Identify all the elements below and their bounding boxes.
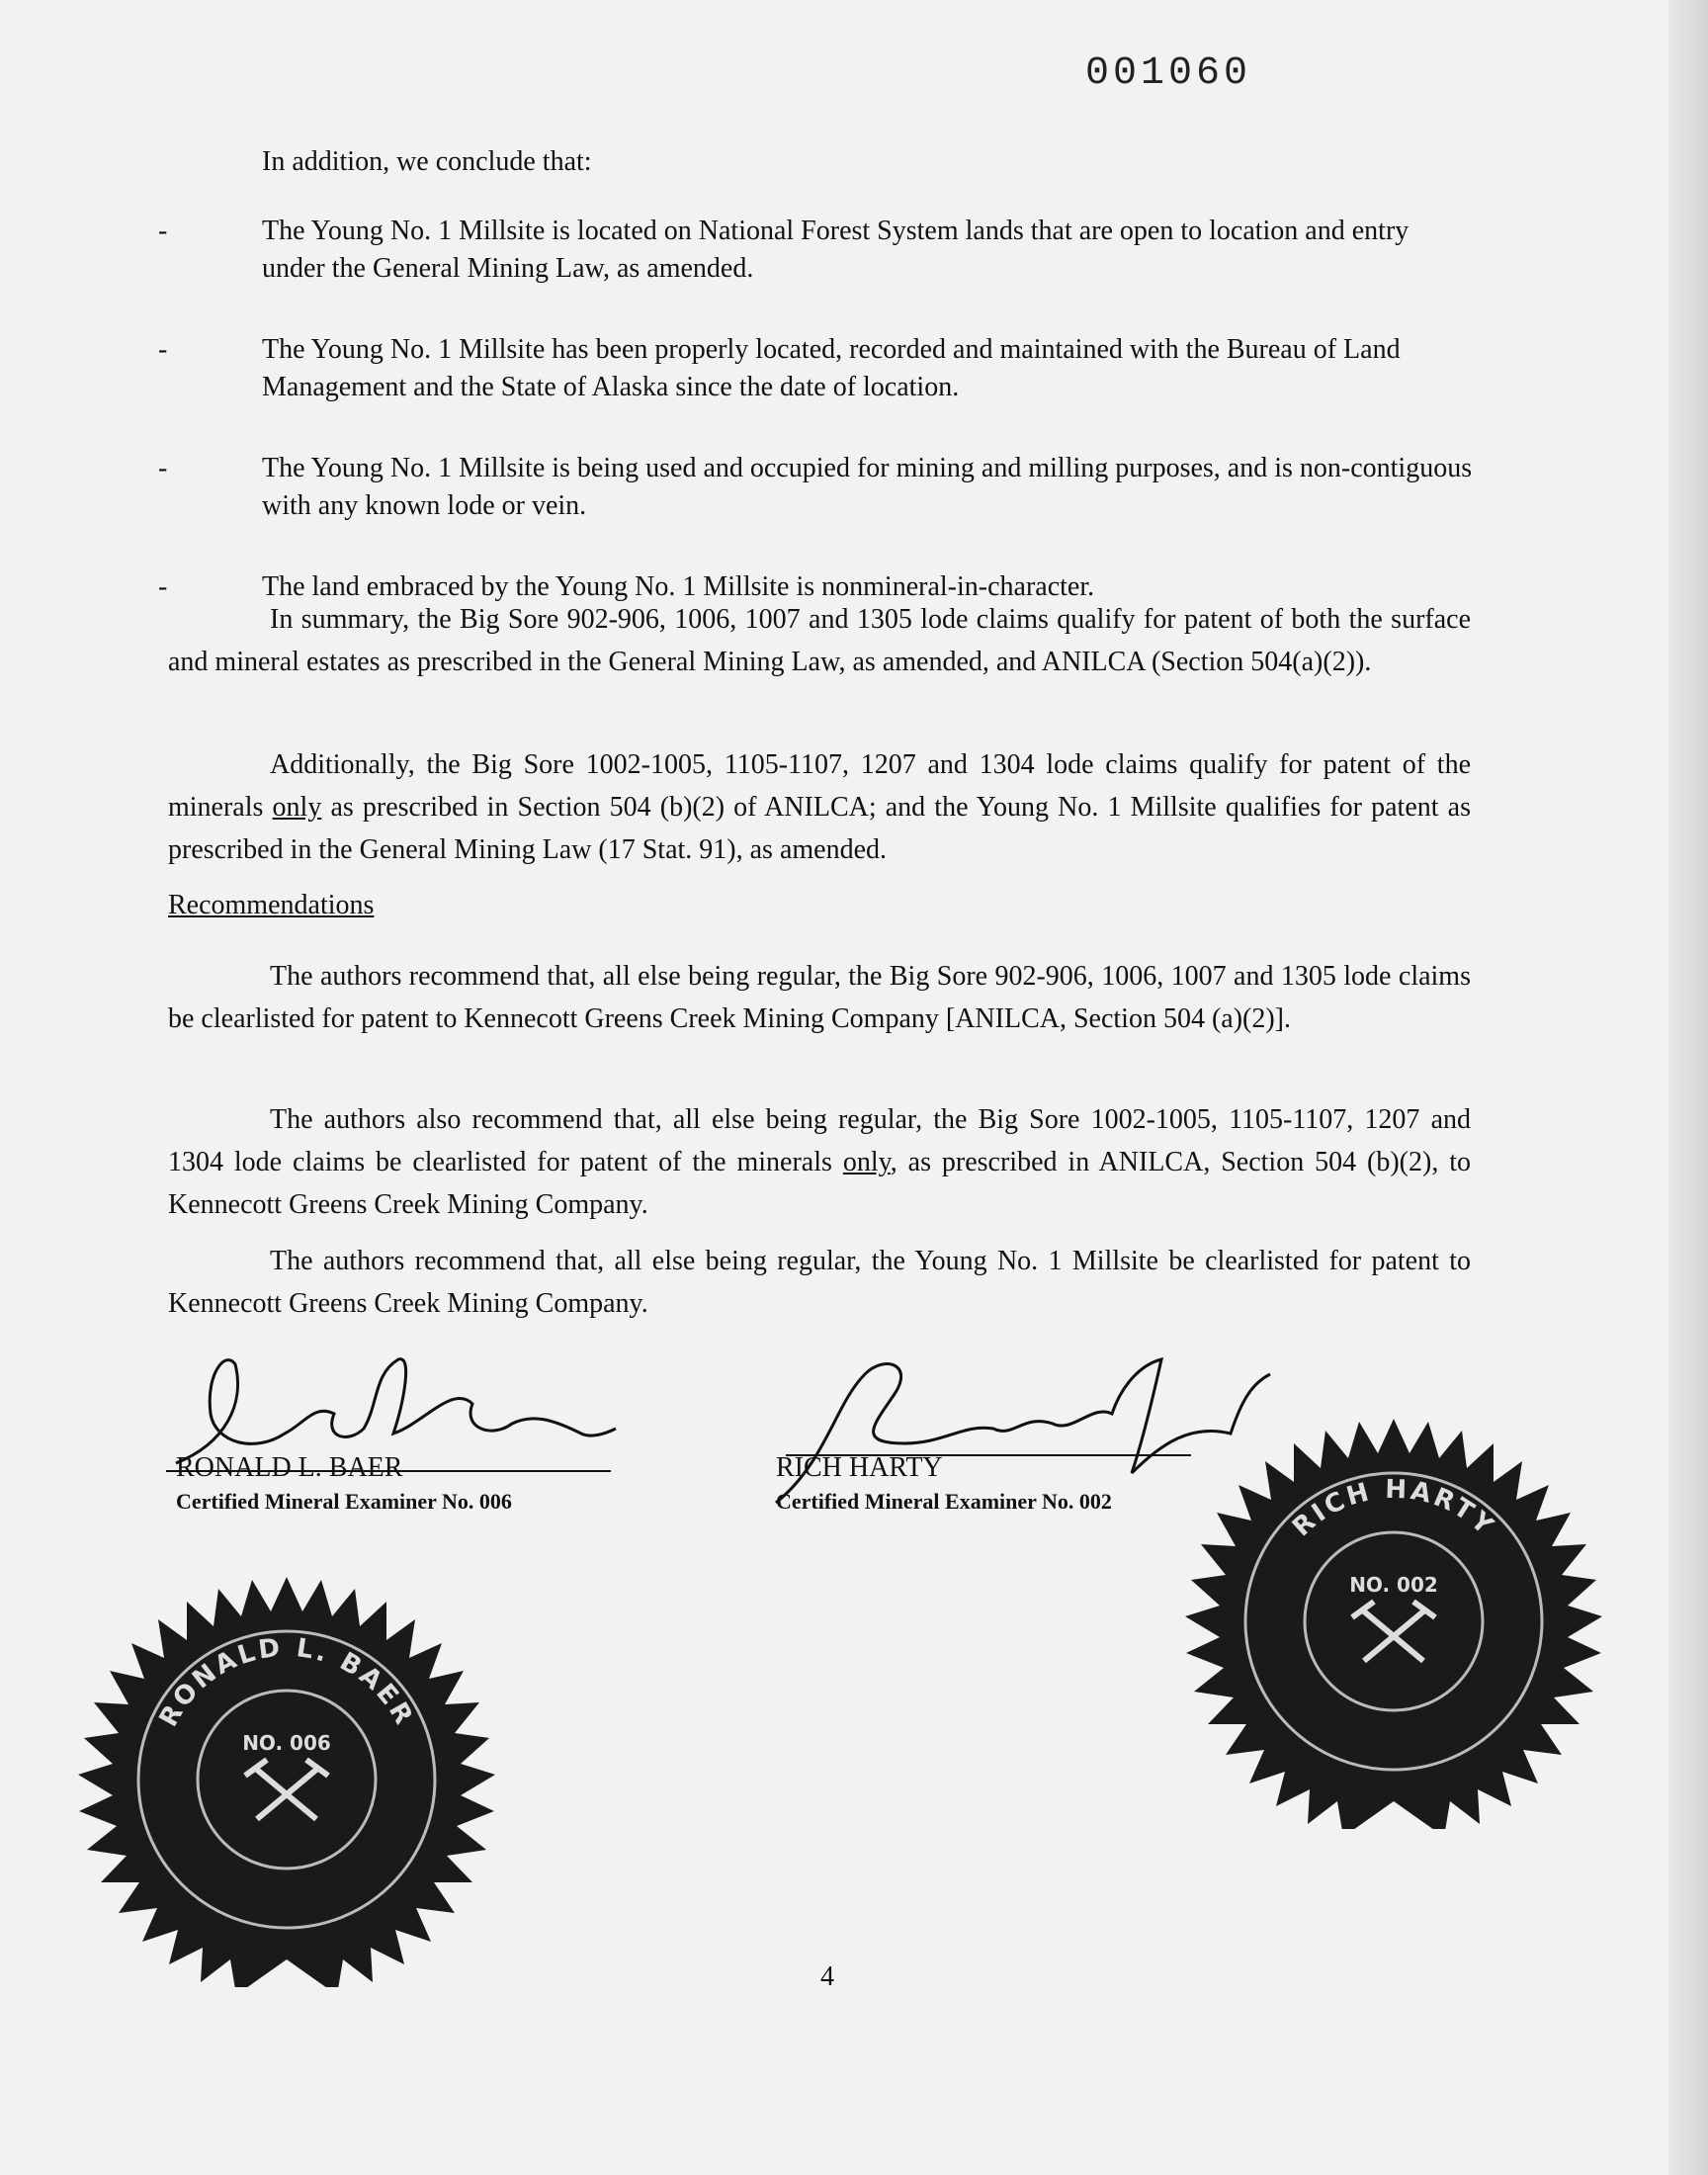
signer-name-baer: RONALD L. BAER (176, 1452, 403, 1483)
conclusion-item (158, 213, 1473, 288)
signer-title-baer: Certified Mineral Examiner No. 006 (176, 1489, 512, 1514)
signer-name-harty: RICH HARTY (776, 1452, 943, 1483)
recommendation-paragraph-1: The authors recommend that, all else being regular, the Big Sore 902-906, 1006, 1007 and 1305 lode claims be clearlisted for patent to Kennecott Greens Creek Mining Company [ANILCA, Section 504 (a)(2)]. (168, 961, 1471, 1034)
bullet-marker: - (158, 216, 168, 246)
summary-paragraph: In summary, the Big Sore 902-906, 1006, 1007 and 1305 lode claims qualify for patent of both the surface and mineral estates as prescribed in the General Mining Law, as amended, and ANILCA (Section 504(a)(2)). (168, 604, 1471, 677)
recommendation-paragraph-3: The authors recommend that, all else being regular, the Young No. 1 Millsite be clearlisted for patent to Kennecott Greens Creek Mining Company. (168, 1246, 1471, 1319)
signature-block-baer (176, 1453, 512, 1515)
recommendation-paragraph-2 (168, 1098, 1471, 1226)
conclusion-text: The land embraced by the Young No. 1 Millsite is nonmineral-in-character. (262, 571, 1095, 602)
seal-name-baer: RONALD L. BAER (153, 1632, 420, 1732)
document-stamp-number: 001060 (1085, 51, 1252, 96)
signature-scribble-baer (166, 1345, 621, 1473)
conclusion-text: The Young No. 1 Millsite is being used and occupied for mining and milling purposes, and is non-contiguous with any known lode or vein. (262, 453, 1473, 521)
conclusion-text: The Young No. 1 Millsite has been properly located, recorded and maintained with the Bureau of Land Management and the State of Alaska since the date of location. (262, 334, 1401, 402)
seal-number-harty: NO. 002 (1349, 1573, 1438, 1597)
conclusion-text: The Young No. 1 Millsite is located on National Forest System lands that are open to location and entry under the General Mining Law, as amended. (262, 216, 1409, 284)
additional-text-start: Additionally, the Big Sore 1002-1005, 1105-1107, 1207 and 1304 lode claims qualify for patent of the minerals (168, 749, 1471, 823)
emphasis-only: only (842, 1147, 891, 1177)
seal-baer (69, 1572, 504, 1987)
bullet-marker: - (158, 453, 168, 483)
seal-name-harty: RICH HARTY (1287, 1474, 1500, 1543)
conclusions-list (158, 213, 1473, 650)
bullet-marker: - (158, 571, 168, 602)
intro-line: In addition, we conclude that: (262, 146, 592, 177)
recommendation-2-text-end: , as prescribed in ANILCA, Section 504 (b)(2), to Kennecott Greens Creek Mining Company. (168, 1147, 1471, 1220)
signature-block-harty (776, 1453, 1112, 1515)
page-edge (1668, 0, 1708, 2175)
bullet-marker: - (158, 334, 168, 365)
conclusion-item (158, 331, 1473, 406)
recommendations-heading: Recommendations (168, 890, 375, 920)
emphasis-only: only (272, 792, 322, 823)
conclusion-item (158, 450, 1473, 525)
signer-title-harty: Certified Mineral Examiner No. 002 (776, 1489, 1112, 1514)
additional-paragraph (168, 743, 1471, 871)
seal-number-baer: NO. 006 (242, 1731, 331, 1755)
seal-harty (1176, 1414, 1611, 1829)
recommendation-2-text-start: The authors also recommend that, all else being regular, the Big Sore 1002-1005, 1105-1107, 1207 and 1304 lode claims be clearlisted for patent of the minerals (168, 1104, 1471, 1177)
additional-text-end: as prescribed in Section 504 (b)(2) of ANILCA; and the Young No. 1 Millsite qualifies for patent as prescribed in the General Mining Law (17 Stat. 91), as amended. (168, 792, 1471, 865)
page-number: 4 (820, 1961, 834, 1992)
